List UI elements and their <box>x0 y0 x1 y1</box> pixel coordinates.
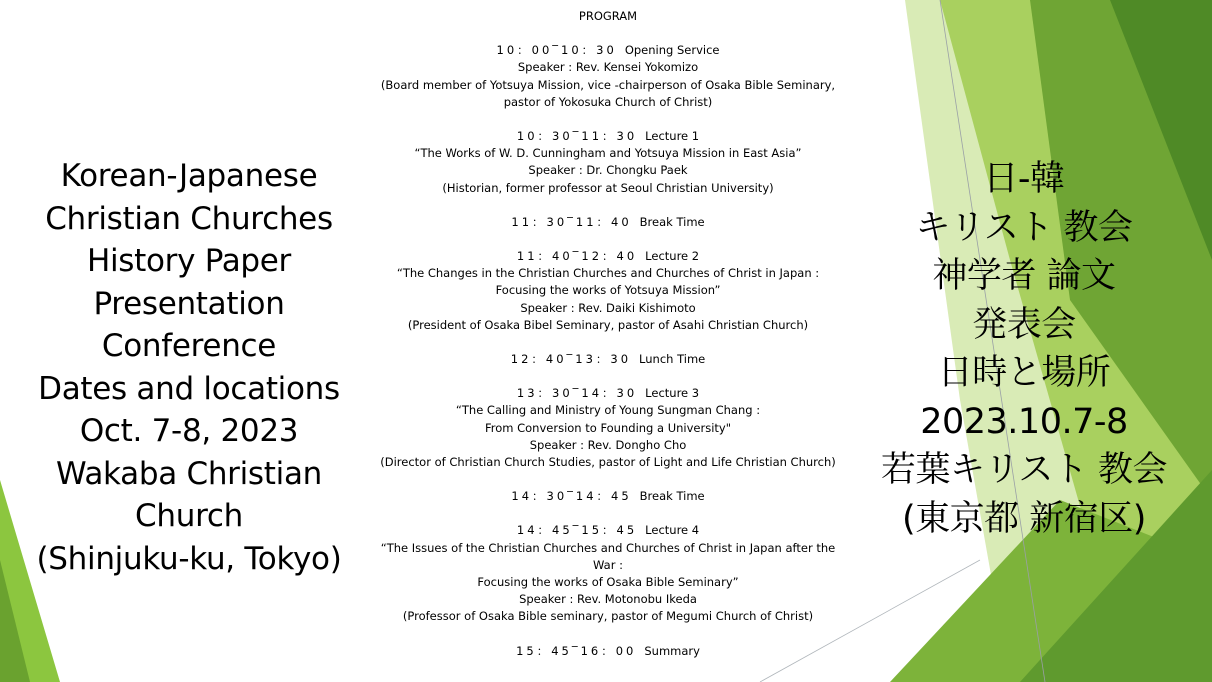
session-title: Lecture 4 <box>645 523 700 538</box>
right-title-line: 神学者 論文 <box>932 256 1116 296</box>
left-title-line: Presentation <box>93 285 285 322</box>
left-title-line: Conference <box>101 328 277 364</box>
session-time: 12：40‾13：30 <box>510 352 632 367</box>
right-title-line: 発表会 <box>972 304 1076 345</box>
session-header <box>350 214 866 231</box>
session-list <box>350 42 866 660</box>
left-title-line: (Shinjuku-ku, Tokyo) <box>36 540 342 577</box>
session-title: Opening Service <box>624 43 720 58</box>
session-detail-line: (Professor of Osaka Bible seminary, pastor of Megumi Church of Christ) <box>402 609 814 624</box>
session-detail-line: War : <box>593 557 623 572</box>
left-title-line: Church <box>135 498 243 534</box>
session-header <box>350 643 866 660</box>
session-title: Lecture 2 <box>645 249 700 264</box>
session-header <box>350 248 866 265</box>
session-header <box>350 385 866 402</box>
session-detail-line: Speaker : Rev. Daiki Kishimoto <box>520 300 696 315</box>
session-detail-line: Focusing the works of Yotsuya Mission” <box>495 283 721 298</box>
right-title-line: キリスト 教会 <box>915 207 1133 248</box>
session-detail-line: “The Changes in the Christian Churches and Churches of Christ in Japan : <box>396 266 820 281</box>
session-detail-line: (Historian, former professor at Seoul Christian University) <box>442 180 774 195</box>
session-detail-line: “The Issues of the Christian Churches and Churches of Christ in Japan after the <box>380 540 836 555</box>
session-title: Lecture 1 <box>645 129 700 144</box>
session-detail-line: “The Works of W. D. Cunningham and Yotsuya Mission in East Asia” <box>414 146 802 161</box>
session-title: Break Time <box>639 214 705 229</box>
session-detail-line: (Board member of Yotsuya Mission, vice -chairperson of Osaka Bible Seminary, <box>380 77 836 92</box>
left-title-line: Korean-Japanese <box>60 158 318 194</box>
session-detail-line: From Conversion to Founding a University" <box>484 420 732 435</box>
session-header <box>350 522 866 539</box>
session-header <box>350 351 866 368</box>
session-detail-line: Focusing the works of Osaka Bible Seminary” <box>477 575 739 590</box>
session-header <box>350 488 866 505</box>
program-session <box>350 351 866 368</box>
session-detail-line: Speaker : Rev. Motonobu Ikeda <box>519 592 697 607</box>
program-session <box>350 248 866 334</box>
session-detail-line: “The Calling and Ministry of Young Sungman Chang : <box>455 403 761 418</box>
session-header <box>350 42 866 59</box>
session-title: Lecture 3 <box>645 386 700 401</box>
right-title-line: 若葉キリスト 教会 <box>881 450 1167 490</box>
session-detail-line: Speaker : Rev. Kensei Yokomizo <box>517 60 699 75</box>
right-title-line: 日時と場所 <box>937 353 1111 393</box>
session-time: 14：30‾14：45 <box>511 489 632 504</box>
right-title-line: (東京都 新宿区) <box>902 498 1146 539</box>
session-time: 13：30‾14：30 <box>516 386 638 401</box>
left-title-line: Oct. 7-8, 2023 <box>79 413 299 449</box>
left-title-line: Christian Churches <box>45 200 333 237</box>
left-conference-title <box>30 155 348 580</box>
program-session <box>350 214 866 231</box>
program-session <box>350 522 866 625</box>
left-title-line: Wakaba Christian <box>55 455 322 492</box>
session-time: 11：30‾11：40 <box>511 214 632 229</box>
session-title: Break Time <box>639 489 705 504</box>
session-title: Summary <box>644 643 700 658</box>
session-time: 11：40‾12：40 <box>516 249 638 264</box>
session-time: 15：45‾16：00 <box>516 643 637 658</box>
session-title: Lunch Time <box>639 352 706 367</box>
program-session <box>350 643 866 660</box>
session-detail-line: pastor of Yokosuka Church of Christ) <box>503 94 713 109</box>
session-detail-line: Speaker : Rev. Dongho Cho <box>529 437 687 452</box>
session-header <box>350 128 866 145</box>
right-title-line: 2023.10.7-8 <box>920 401 1128 442</box>
program-schedule <box>350 8 866 677</box>
program-session <box>350 128 866 197</box>
program-session <box>350 42 866 111</box>
right-conference-title-japanese <box>870 155 1178 543</box>
session-detail-line: Speaker : Dr. Chongku Paek <box>528 163 688 178</box>
session-detail-line: (President of Osaka Bibel Seminary, pastor of Asahi Christian Church) <box>407 317 809 332</box>
program-heading: PROGRAM <box>578 9 638 23</box>
program-session <box>350 488 866 505</box>
session-time: 10：30‾11：30 <box>516 129 638 144</box>
left-title-line: Dates and locations <box>38 370 340 407</box>
session-detail-line: (Director of Christian Church Studies, pastor of Light and Life Christian Church) <box>380 455 836 470</box>
program-session <box>350 385 866 471</box>
session-time: 10：00‾10：30 <box>496 43 617 58</box>
session-time: 14：45‾15：45 <box>516 523 638 538</box>
left-title-line: History Paper <box>86 243 292 279</box>
right-title-line: 日-韓 <box>983 159 1065 199</box>
